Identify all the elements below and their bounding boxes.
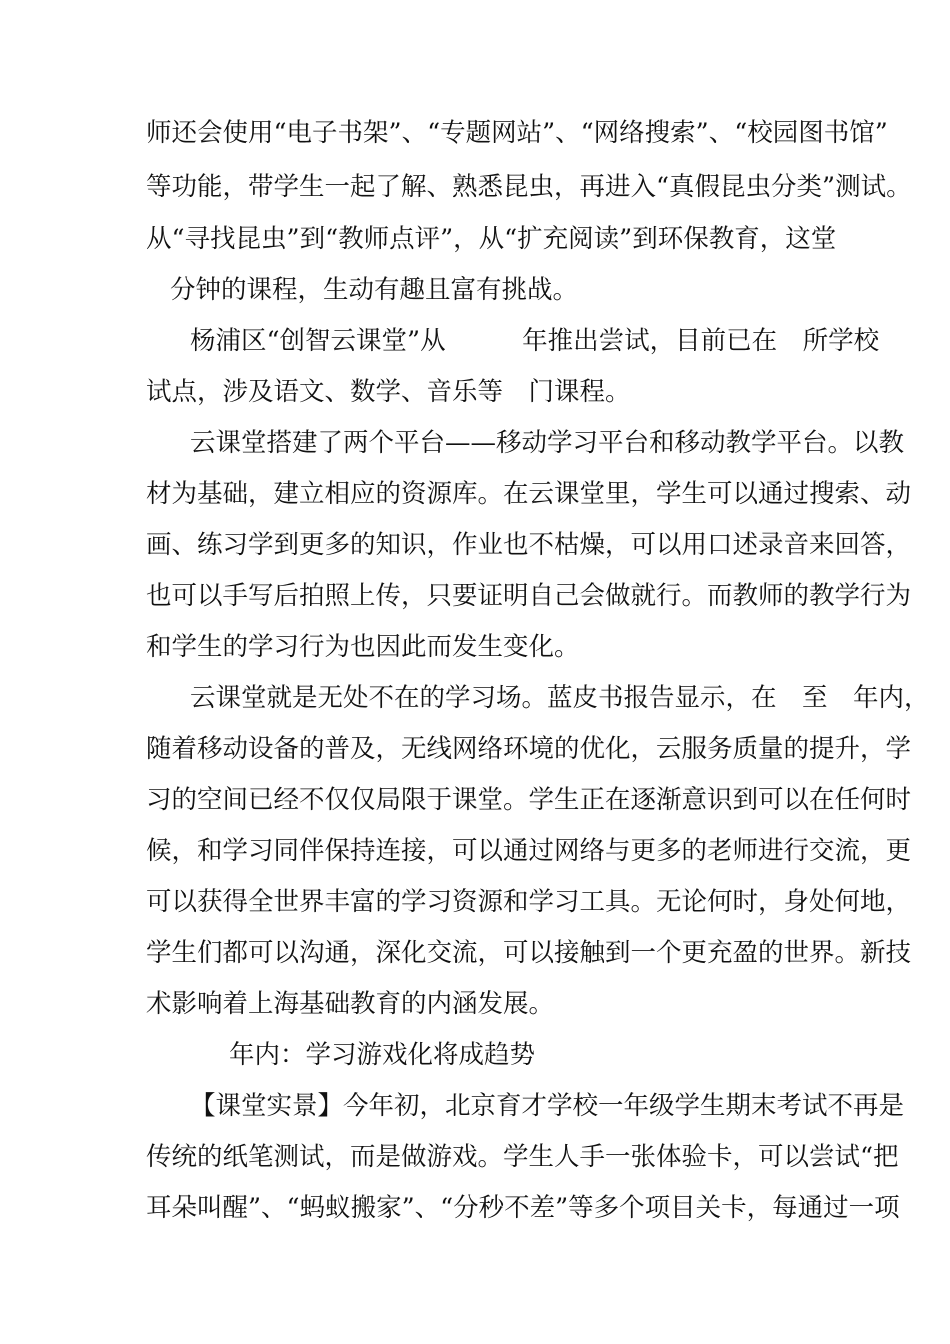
- text-line-1: 师还会使用“电子书架”、“专题网站”、“网络搜索”、“校园图书馆”: [146, 118, 888, 148]
- text-line-4: 分钟的课程，生动有趣且富有挑战。: [170, 275, 579, 305]
- text-line-19: 【课堂实景】今年初，北京育才学校一年级学生期末考试不再是: [190, 1091, 905, 1121]
- text-line-7: 云课堂搭建了两个平台——移动学习平台和移动教学平台。以教: [190, 428, 905, 458]
- text-line-18: 术影响着上海基础教育的内涵发展。: [146, 989, 555, 1019]
- text-line-10: 也可以手写后拍照上传，只要证明自己会做就行。而教师的教学行为: [146, 581, 912, 611]
- text-line-2: 等功能，带学生一起了解、熟悉昆虫，再进入“真假昆虫分类”测试。: [146, 172, 912, 202]
- text-line-12: 云课堂就是无处不在的学习场。蓝皮书报告显示，在 至 年内，: [190, 683, 930, 713]
- text-line-16: 可以获得全世界丰富的学习资源和学习工具。无论何时，身处何地，: [146, 887, 912, 917]
- text-line-21: 耳朵叫醒”、“蚂蚁搬家”、“分秒不差”等多个项目关卡，每通过一项: [146, 1193, 900, 1223]
- text-line-3: 从“寻找昆虫”到“教师点评”，从“扩充阅读”到环保教育，这堂: [146, 224, 837, 254]
- section-heading: 年内：学习游戏化将成趋势: [229, 1040, 536, 1070]
- text-line-9: 画、练习学到更多的知识，作业也不枯燥，可以用口述录音来回答，: [146, 530, 912, 560]
- text-line-11: 和学生的学习行为也因此而发生变化。: [146, 632, 580, 662]
- text-line-5: 杨浦区“创智云课堂”从 年推出尝试，目前已在 所学校: [190, 326, 880, 356]
- text-line-15: 候，和学习同伴保持连接，可以通过网络与更多的老师进行交流，更: [146, 836, 912, 866]
- text-line-14: 习的空间已经不仅仅局限于课堂。学生正在逐渐意识到可以在任何时: [146, 785, 912, 815]
- text-line-20: 传统的纸笔测试，而是做游戏。学生人手一张体验卡，可以尝试“把: [146, 1142, 899, 1172]
- text-line-8: 材为基础，建立相应的资源库。在云课堂里，学生可以通过搜索、动: [146, 479, 912, 509]
- text-line-17: 学生们都可以沟通，深化交流，可以接触到一个更充盈的世界。新技: [146, 938, 912, 968]
- text-line-6: 试点，涉及语文、数学、音乐等 门课程。: [146, 377, 631, 407]
- text-line-13: 随着移动设备的普及，无线网络环境的优化，云服务质量的提升，学: [146, 734, 912, 764]
